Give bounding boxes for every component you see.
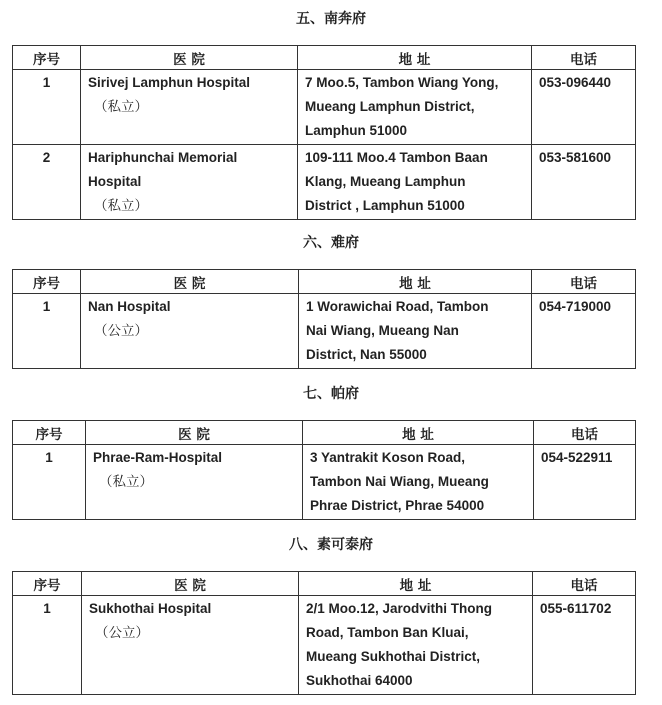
table-row	[13, 145, 636, 220]
hospital-name: Sirivej Lamphun Hospital	[88, 75, 251, 90]
table-row	[13, 294, 636, 369]
address-line: Mueang Lamphun District,	[305, 99, 475, 114]
hospital-name: Hariphunchai Memorial	[88, 150, 238, 165]
header-hospital: 医 院	[82, 572, 299, 596]
address-cell	[299, 294, 532, 369]
address-line: 3 Yantrakit Koson Road,	[310, 450, 466, 465]
section-title-sukhothai: 八、素可泰府	[289, 537, 373, 553]
phone-cell: 054-522911	[534, 445, 636, 520]
hospital-cell	[81, 145, 298, 220]
hospital-type: （公立）	[95, 625, 149, 641]
header-num: 序号	[13, 421, 86, 445]
address-line: 1 Worawichai Road, Tambon	[306, 299, 489, 314]
address-line: District, Nan 55000	[306, 347, 427, 362]
section-title-lamphun: 五、南奔府	[296, 11, 366, 27]
header-num: 序号	[13, 572, 82, 596]
hospital-name: Sukhothai Hospital	[89, 601, 212, 616]
hospital-name: Nan Hospital	[88, 299, 171, 314]
address-cell	[298, 145, 532, 220]
table-row	[13, 70, 636, 145]
header-address: 地 址	[298, 46, 532, 70]
row-num: 1	[13, 445, 86, 520]
table-row	[13, 445, 636, 520]
address-line: Tambon Nai Wiang, Mueang	[310, 474, 489, 489]
address-line: Phrae District, Phrae 54000	[310, 498, 485, 513]
phone-cell: 053-581600	[532, 145, 636, 220]
row-num: 1	[13, 596, 82, 695]
header-num: 序号	[13, 270, 81, 294]
header-hospital: 医 院	[81, 46, 298, 70]
phone-cell: 054-719000	[532, 294, 636, 369]
address-line: Mueang Sukhothai District,	[306, 649, 481, 664]
section-title-phrae: 七、帕府	[303, 386, 359, 402]
address-line: Klang, Mueang Lamphun	[305, 174, 466, 189]
hospital-name: Phrae-Ram-Hospital	[93, 450, 223, 465]
header-phone: 电话	[532, 46, 636, 70]
address-line: Nai Wiang, Mueang Nan	[306, 323, 459, 338]
address-line: Lamphun 51000	[305, 123, 408, 138]
row-num: 1	[13, 294, 81, 369]
table-header-row	[13, 421, 636, 445]
hospital-type: （私立）	[99, 474, 153, 490]
table-row	[13, 596, 636, 695]
row-num: 1	[13, 70, 81, 145]
address-cell	[303, 445, 534, 520]
hospital-table-sukhothai	[12, 571, 636, 695]
hospital-type: （私立）	[94, 198, 148, 214]
hospital-cell	[81, 294, 299, 369]
table-header-row	[13, 270, 636, 294]
hospital-cell	[82, 596, 299, 695]
hospital-table-nan	[12, 269, 636, 369]
address-line: 2/1 Moo.12, Jarodvithi Thong	[306, 601, 493, 616]
hospital-cell	[81, 70, 298, 145]
header-num: 序号	[13, 46, 81, 70]
header-address: 地 址	[299, 270, 532, 294]
hospital-type: （私立）	[94, 99, 148, 115]
section-title-nan: 六、难府	[303, 235, 359, 251]
phone-cell: 053-096440	[532, 70, 636, 145]
hospital-table-lamphun	[12, 45, 636, 220]
header-hospital: 医 院	[86, 421, 303, 445]
row-num: 2	[13, 145, 81, 220]
header-phone: 电话	[534, 421, 636, 445]
address-line: 109-111 Moo.4 Tambon Baan	[305, 150, 488, 165]
header-phone: 电话	[533, 572, 636, 596]
phone-cell: 055-611702	[533, 596, 636, 695]
header-address: 地 址	[299, 572, 533, 596]
header-phone: 电话	[532, 270, 636, 294]
address-line: 7 Moo.5, Tambon Wiang Yong,	[305, 75, 499, 90]
hospital-type: （公立）	[94, 323, 148, 339]
hospital-cell	[86, 445, 303, 520]
header-address: 地 址	[303, 421, 534, 445]
address-cell	[299, 596, 533, 695]
header-hospital: 医 院	[81, 270, 299, 294]
address-line: Road, Tambon Ban Kluai,	[306, 625, 469, 640]
address-line: Sukhothai 64000	[306, 673, 413, 688]
address-line: District , Lamphun 51000	[305, 198, 465, 213]
address-cell	[298, 70, 532, 145]
table-header-row	[13, 46, 636, 70]
table-header-row	[13, 572, 636, 596]
hospital-table-phrae	[12, 420, 636, 520]
hospital-name: Hospital	[88, 174, 142, 189]
